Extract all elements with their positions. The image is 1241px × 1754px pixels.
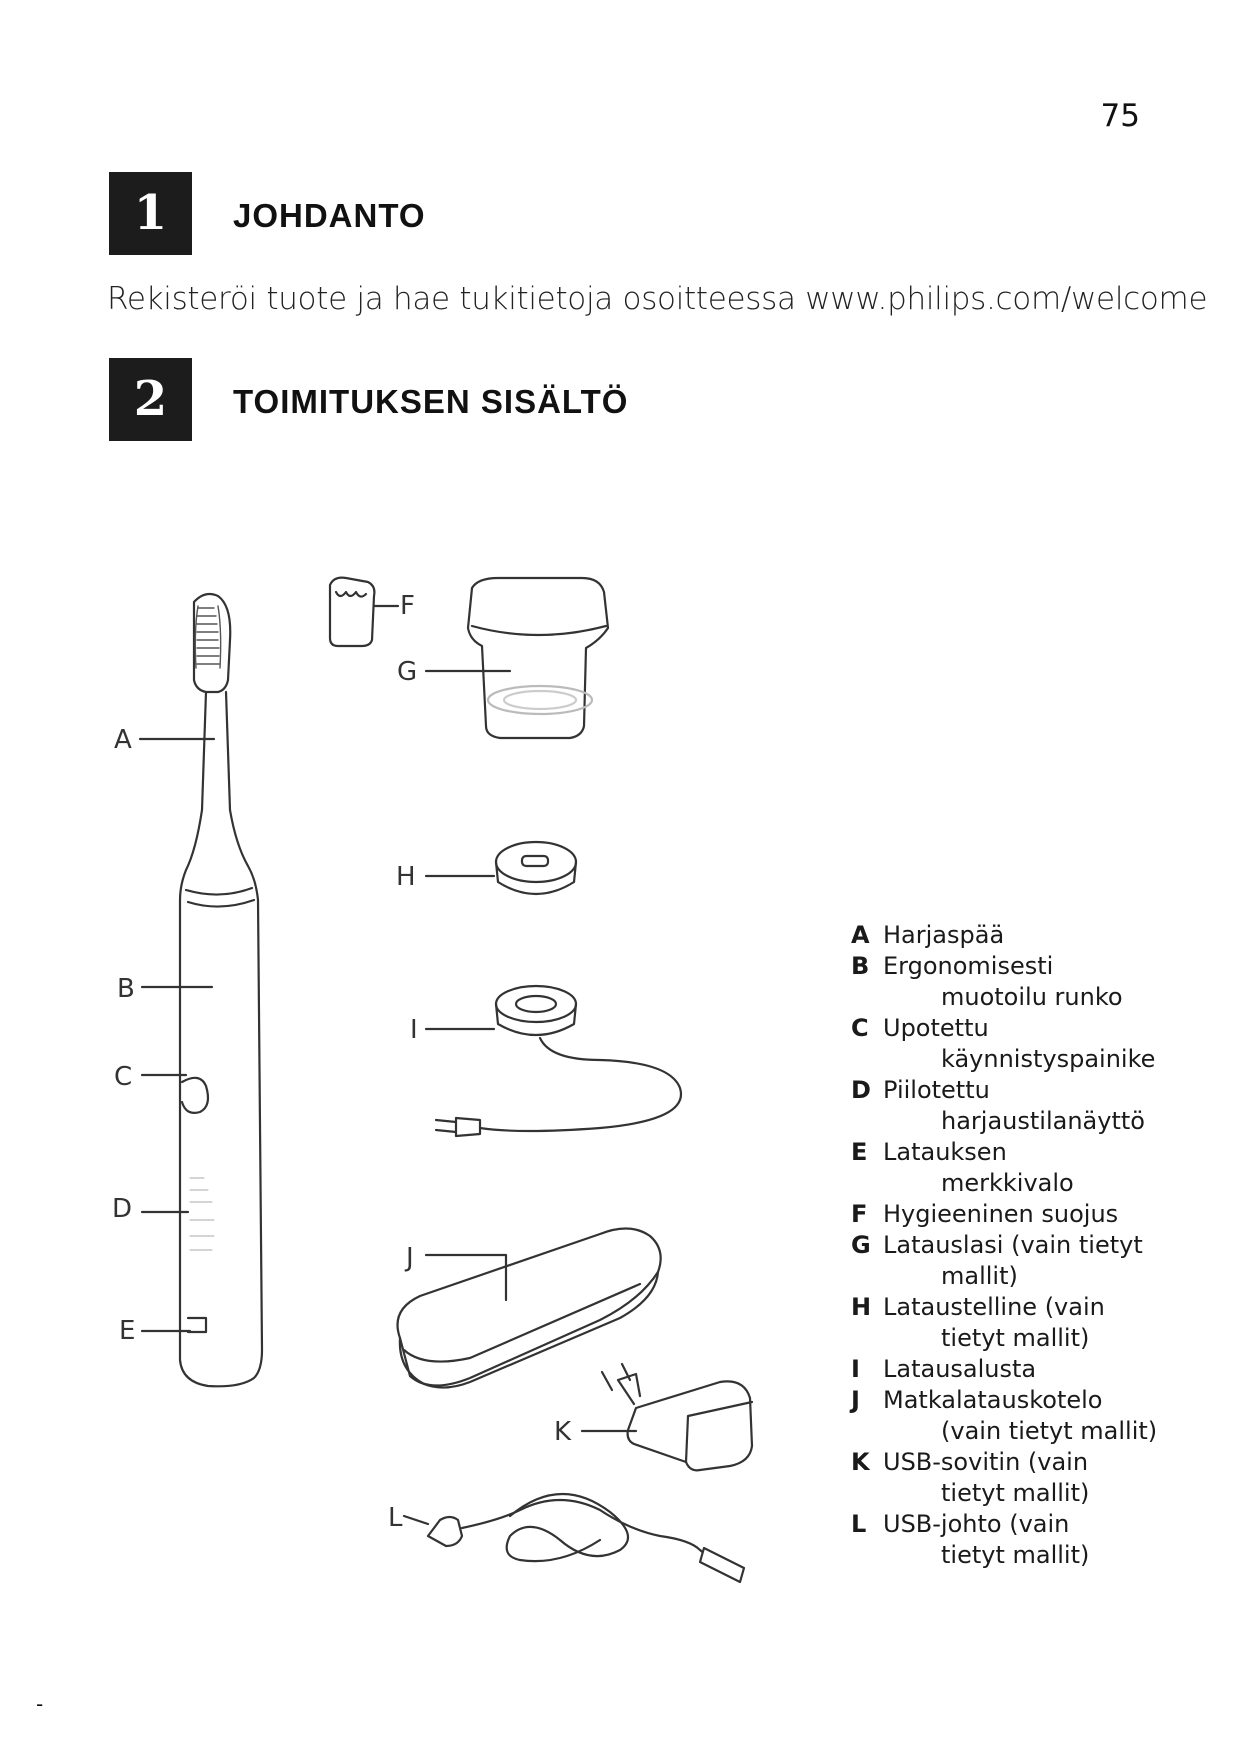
legend-letter: D bbox=[851, 1076, 871, 1104]
footer-mark: - bbox=[36, 1692, 44, 1716]
legend-text: Harjaspää bbox=[883, 921, 1005, 949]
legend-text: USB-johto (vain tietyt mallit) bbox=[883, 1510, 1090, 1569]
figure-label: B bbox=[117, 974, 135, 1004]
usb-cable-illustration bbox=[404, 1494, 744, 1582]
legend-letter: F bbox=[851, 1200, 868, 1228]
legend-letter: L bbox=[851, 1510, 867, 1538]
intro-text: Rekisteröi tuote ja hae tukitietoja osoitteessa www.philips.com/welcome bbox=[107, 281, 1208, 317]
legend-letter: K bbox=[851, 1448, 870, 1476]
section-title: JOHDANTO bbox=[233, 197, 426, 234]
legend-item bbox=[851, 1075, 1211, 1137]
section-number-box: 2 bbox=[109, 358, 192, 441]
legend-item bbox=[851, 1292, 1211, 1354]
section-title: TOIMITUKSEN SISÄLTÖ bbox=[233, 383, 629, 420]
figure-label: F bbox=[400, 591, 415, 621]
legend-item bbox=[851, 1013, 1211, 1075]
usb-adapter-illustration bbox=[582, 1364, 752, 1470]
legend-item bbox=[851, 1137, 1211, 1199]
legend-text: Matkalatauskotelo (vain tietyt mallit) bbox=[883, 1386, 1158, 1445]
toothbrush-illustration bbox=[140, 594, 262, 1386]
figure-label: J bbox=[406, 1243, 414, 1273]
legend-text: Latausalusta bbox=[883, 1355, 1037, 1383]
legend-item bbox=[851, 920, 1211, 951]
legend-letter: G bbox=[851, 1231, 871, 1259]
charging-stand-illustration bbox=[426, 842, 576, 894]
legend-text: Latauslasi (vain tietyt mallit) bbox=[883, 1231, 1143, 1290]
legend-item bbox=[851, 1447, 1211, 1509]
legend-item bbox=[851, 1385, 1211, 1447]
legend-text: Latauksen merkkivalo bbox=[883, 1138, 1074, 1197]
hygienic-cap-illustration bbox=[330, 578, 398, 646]
figure-label: I bbox=[410, 1015, 418, 1045]
legend-text: Upotettu käynnistyspainike bbox=[883, 1014, 1156, 1073]
figure-label: C bbox=[114, 1062, 133, 1092]
figure-label: H bbox=[396, 862, 416, 892]
legend-letter: J bbox=[851, 1386, 860, 1414]
figure-label: G bbox=[397, 657, 418, 687]
legend-letter: E bbox=[851, 1138, 868, 1166]
legend-text: Hygieeninen suojus bbox=[883, 1200, 1119, 1228]
figure-label: D bbox=[112, 1194, 133, 1224]
legend-letter: C bbox=[851, 1014, 869, 1042]
legend-item bbox=[851, 951, 1211, 1013]
figure-label: E bbox=[119, 1316, 136, 1346]
legend-item bbox=[851, 1199, 1211, 1230]
figure-label: K bbox=[554, 1417, 572, 1447]
legend-letter: B bbox=[851, 952, 870, 980]
legend-text: Lataustelline (vain tietyt mallit) bbox=[883, 1293, 1105, 1352]
section-number-box: 1 bbox=[109, 172, 192, 255]
legend-letter: I bbox=[851, 1355, 860, 1383]
parts-legend bbox=[851, 920, 1211, 1571]
legend-item bbox=[851, 1509, 1211, 1571]
legend-text: USB-sovitin (vain tietyt mallit) bbox=[883, 1448, 1090, 1507]
charging-glass-illustration bbox=[426, 578, 608, 738]
legend-letter: A bbox=[851, 921, 870, 949]
legend-letter: H bbox=[851, 1293, 872, 1321]
legend-item bbox=[851, 1354, 1211, 1385]
figure-label: L bbox=[388, 1503, 403, 1533]
legend-text: Piilotettu harjaustilanäyttö bbox=[883, 1076, 1145, 1135]
page-number: 75 bbox=[1100, 98, 1140, 134]
legend-item bbox=[851, 1230, 1211, 1292]
charging-base-illustration bbox=[426, 986, 681, 1136]
legend-text: Ergonomisesti muotoilu runko bbox=[883, 952, 1123, 1011]
figure-label: A bbox=[114, 725, 132, 755]
